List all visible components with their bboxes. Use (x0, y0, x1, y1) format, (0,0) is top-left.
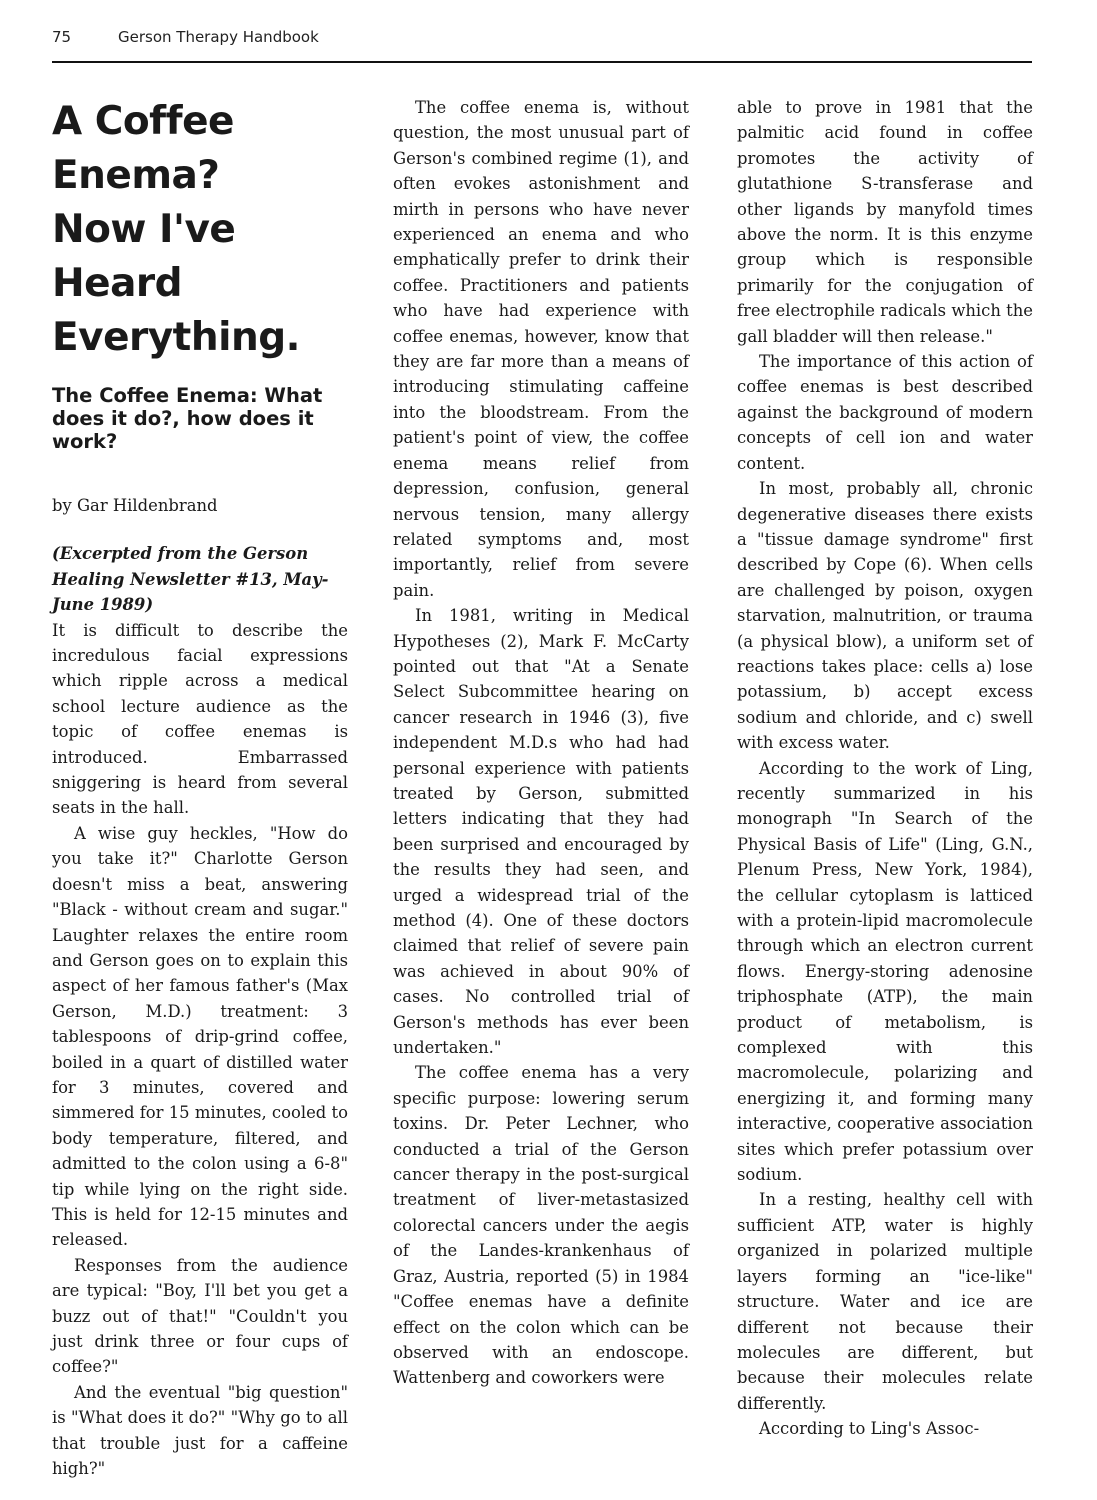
paragraph: In 1981, writing in Medical Hypotheses (2), Mark F. McCarty pointed out that "At a Senate Select Subcommittee hearing on cancer research in 1946 (3), five independent M.D.s who had had personal experience with patients treated by Gerson, submitted letters indicating that they had been surprised and encouraged by the results they had seen, and urged a widespread trial of the method (4). One of these doctors claimed that relief of severe pain was achieved in about 90% of cases. No controlled trial of Gerson's methods has ever been undertaken." (393, 606, 689, 1058)
header-rule (52, 61, 1032, 63)
column-3 (737, 95, 1033, 1442)
page-number: 75 (52, 28, 72, 46)
column-2 (393, 95, 689, 1391)
title-line-3: Everything. (52, 315, 300, 360)
title-line-2: Now I've Heard (52, 207, 236, 306)
paragraph: And the eventual "big question" is "What does it do?" "Why go to all that trouble just for a caffeine high?" (52, 1382, 348, 1479)
running-title: Gerson Therapy Handbook (118, 28, 319, 46)
article-title (52, 95, 348, 365)
title-line-1: A Coffee Enema? (52, 99, 235, 198)
paragraph: The coffee enema has a very specific purpose: lowering serum toxins. Dr. Peter Lechner, who conducted a trial of the Gerson cancer therapy in the post-surgical treatment of liver-metastasized colorectal cancers under the aegis of the Landes-krankenhaus of Graz, Austria, reported (5) in 1984 "Coffee enemas have a definite effect on the colon which can be observed with an endoscope. Wattenberg and coworkers were (393, 1063, 689, 1388)
page-header (52, 28, 1032, 58)
excerpt-note: (Excerpted from the Gerson Healing Newsletter #13, May-June 1989) (52, 544, 329, 615)
paragraph: In a resting, healthy cell with sufficient ATP, water is highly organized in polarized multiple layers forming an "ice-like" structure. Water and ice are different not because their molecules are different, but because their molecules relate differently. (737, 1190, 1033, 1413)
article-subtitle: The Coffee Enema: What does it do?, how does it work? (52, 384, 323, 453)
paragraph: The importance of this action of coffee enemas is best described against the background of modern concepts of cell ion and water content. (737, 352, 1033, 473)
paragraph: According to Ling's Assoc- (759, 1419, 980, 1439)
byline: by Gar Hildenbrand (52, 496, 218, 515)
paragraph: According to the work of Ling, recently summarized in his monograph "In Search of the Physical Basis of Life" (Ling, G.N., Plenum Press, New York, 1984), the cellular cytoplasm is latticed with a protein-lipid macromolecule through which an electron current flows. Energy-storing adenosine triphosphate (ATP), the main product of metabolism, is complexed with this macromolecule, polarizing and energizing it, and forming many interactive, cooperative association sites which prefer potassium over sodium. (737, 758, 1033, 1185)
paragraph: It is difficult to describe the incredulous facial expressions which ripple across a medical school lecture audience as the topic of coffee enemas is introduced. Embarrassed sniggering is heard from several seats in the hall. (52, 620, 348, 818)
paragraph: Responses from the audience are typical: "Boy, I'll bet you get a buzz out of that!" "Couldn't you just drink three or four cups of coffee?" (52, 1255, 348, 1377)
column-1 (52, 95, 348, 1481)
paragraph: able to prove in 1981 that the palmitic acid found in coffee promotes the activity of glutathione S-transferase and other ligands by manyfold times above the norm. It is this enzyme group which is responsible primarily for the conjugation of free electrophile radicals which the gall bladder will then release." (737, 98, 1033, 346)
paragraph: In most, probably all, chronic degenerative diseases there exists a "tissue damage syndrome" first described by Cope (6). When cells are challenged by poison, oxygen starvation, malnutrition, or trauma (a physical blow), a uniform set of reactions takes place: cells a) lose potassium, b) accept excess sodium and chloride, and c) swell with excess water. (737, 479, 1033, 753)
paragraph: The coffee enema is, without question, the most unusual part of Gerson's combined regime (1), and often evokes astonishment and mirth in persons who have never experienced an enema and who emphatically prefer to drink their coffee. Practitioners and patients who have had experience with coffee enemas, however, know that they are far more than a means of introducing stimulating caffeine into the bloodstream. From the patient's point of view, the coffee enema means relief from depression, confusion, general nervous tension, many allergy related symptoms and, most importantly, relief from severe pain. (393, 98, 689, 600)
paragraph: A wise guy heckles, "How do you take it?" Charlotte Gerson doesn't miss a beat, answering "Black - without cream and sugar." Laughter relaxes the entire room and Gerson goes on to explain this aspect of her famous father's (Max Gerson, M.D.) treatment: 3 tablespoons of drip-grind coffee, boiled in a quart of distilled water for 3 minutes, covered and simmered for 15 minutes, cooled to body temperature, filtered, and admitted to the colon using a 6-8" tip while lying on the right side. This is held for 12-15 minutes and released. (52, 823, 348, 1250)
